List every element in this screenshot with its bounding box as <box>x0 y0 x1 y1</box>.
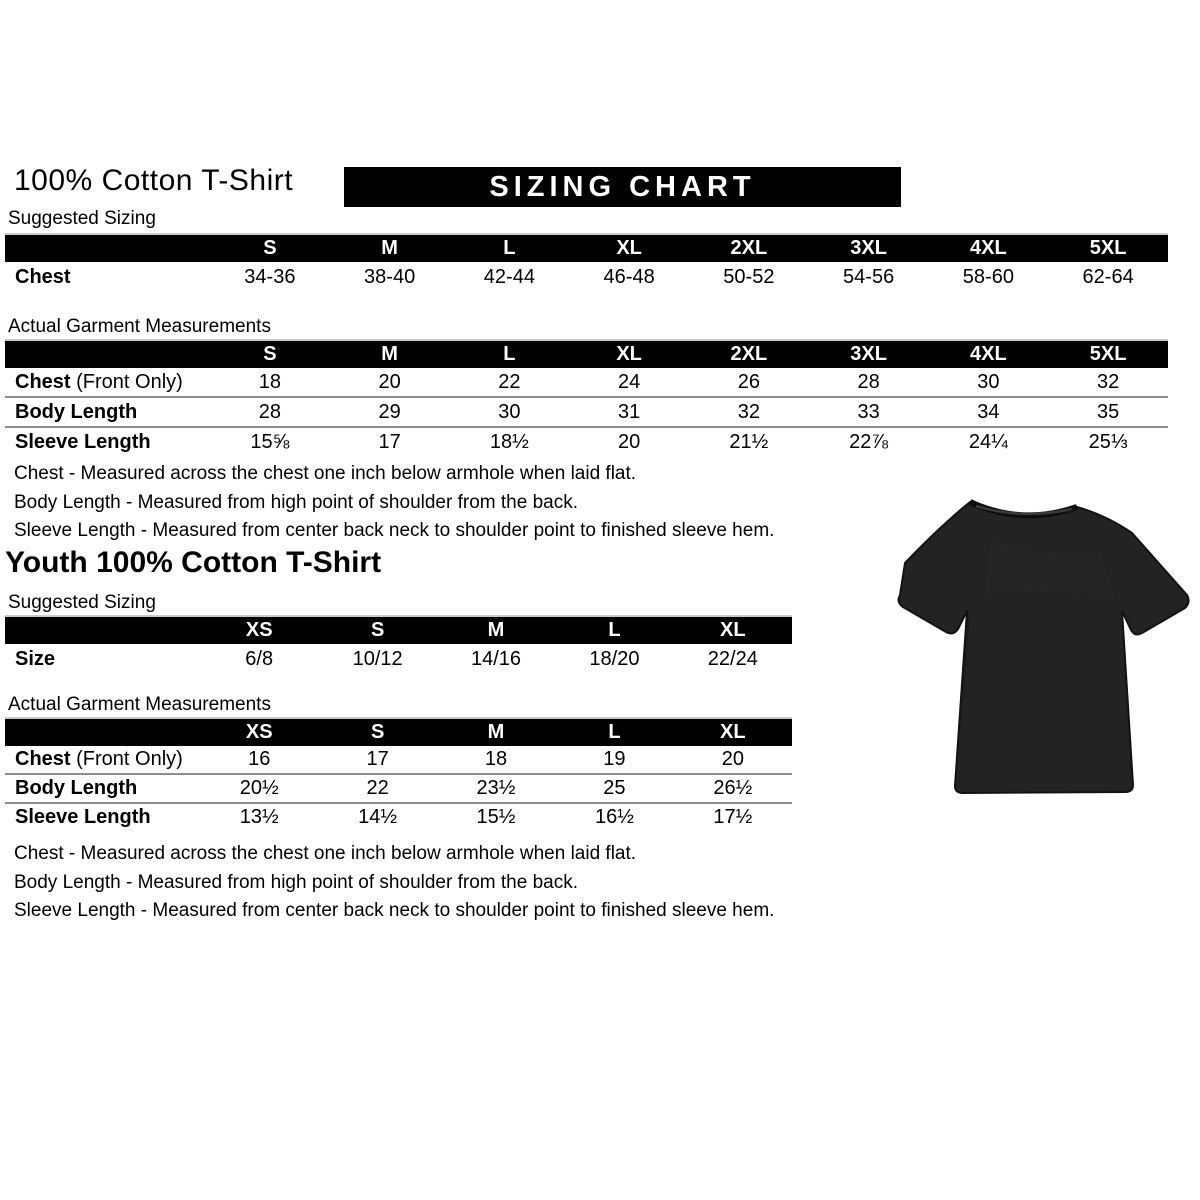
measurement-value: 20 <box>618 430 641 453</box>
size-column-header: S <box>370 721 385 743</box>
measurement-value: 28 <box>258 400 281 423</box>
table-row <box>5 746 792 773</box>
measurement-value: 35 <box>1097 400 1120 423</box>
note-body-length: Body Length - Measured from high point of shoulder from the back. <box>14 491 578 513</box>
tshirt-product-image <box>890 480 1190 820</box>
measurement-value: 20½ <box>239 777 279 799</box>
measurement-value: 16½ <box>594 806 634 828</box>
note-sleeve-length: Sleeve Length - Measured from center back neck to shoulder point to finished sleeve hem. <box>14 520 775 541</box>
youth-actual-measurements-table <box>5 717 792 831</box>
measurement-value: 54-56 <box>843 266 895 288</box>
table-row <box>5 368 1168 396</box>
sizing-chart-banner: SIZING CHART <box>344 167 901 207</box>
measurement-value: 25⅓ <box>1088 430 1128 453</box>
measurement-value: 34 <box>977 400 1000 423</box>
measurement-value: 23½ <box>476 777 516 799</box>
measurement-value: 18 <box>484 748 508 770</box>
size-column-header: 2XL <box>730 343 768 365</box>
measurement-value: 18 <box>258 370 281 393</box>
row-label: Sleeve Length <box>15 806 151 828</box>
measurement-value: 15½ <box>476 806 516 828</box>
size-column-header: L <box>503 237 516 259</box>
table-header-row <box>5 719 792 746</box>
youth-section-title: Youth 100% Cotton T-Shirt <box>5 546 382 579</box>
size-column-header: XS <box>245 721 273 743</box>
measurement-value: 22/24 <box>707 647 758 670</box>
size-column-header: M <box>381 237 398 259</box>
measurement-value: 18/20 <box>589 647 640 670</box>
measurement-value: 20 <box>721 748 744 770</box>
size-column-header: M <box>381 343 398 365</box>
size-column-header: 2XL <box>730 237 768 259</box>
note-sleeve-length: Sleeve Length - Measured from center back neck to shoulder point to finished sleeve hem. <box>14 900 775 921</box>
measurement-value: 20 <box>378 370 401 393</box>
measurement-value: 30 <box>977 370 1000 393</box>
row-label: Sleeve Length <box>15 430 151 453</box>
size-column-header: XL <box>616 237 642 259</box>
size-column-header: S <box>263 343 277 365</box>
row-label: Chest <box>15 266 71 288</box>
measurement-value: 14/16 <box>470 647 522 670</box>
adult-actual-measurements-table <box>5 339 1168 456</box>
note-chest: Chest - Measured across the chest one inch below armhole when laid flat. <box>14 463 637 484</box>
size-column-header: L <box>608 619 621 641</box>
measurement-value: 25 <box>603 777 626 799</box>
note-chest: Chest - Measured across the chest one inch below armhole when laid flat. <box>14 843 637 864</box>
size-column-header: XL <box>720 619 746 641</box>
youth-suggested-sizing-label: Suggested Sizing <box>8 592 156 613</box>
note-body-length: Body Length - Measured from high point of shoulder from the back. <box>14 871 578 893</box>
measurement-value: 22⅞ <box>849 430 889 453</box>
measurement-value: 31 <box>618 400 641 423</box>
measurement-value: 28 <box>857 370 880 393</box>
youth-measurement-notes <box>14 840 774 926</box>
row-label: Size <box>15 647 56 670</box>
measurement-value: 19 <box>603 748 626 770</box>
size-column-header: 5XL <box>1089 237 1127 259</box>
size-column-header: S <box>370 619 385 641</box>
size-column-header: XL <box>720 721 746 743</box>
measurement-value: 34-36 <box>244 266 296 288</box>
size-column-header: M <box>487 721 505 743</box>
measurement-value: 22 <box>498 370 521 393</box>
measurement-value: 10/12 <box>352 647 403 670</box>
size-column-header: XS <box>245 619 273 641</box>
table-header-row <box>5 235 1168 262</box>
youth-suggested-sizing-table <box>5 615 792 674</box>
measurement-value: 62-64 <box>1082 266 1134 288</box>
size-column-header: XL <box>616 343 642 365</box>
table-header-row <box>5 341 1168 368</box>
size-column-header: 4XL <box>970 343 1007 365</box>
adult-section-title: 100% Cotton T-Shirt <box>14 164 294 197</box>
row-label: Body Length <box>15 777 138 799</box>
table-row <box>5 396 1168 426</box>
measurement-value: 58-60 <box>962 266 1014 288</box>
table-row <box>5 802 792 831</box>
adult-measurement-notes <box>14 460 774 546</box>
size-column-header: L <box>608 721 621 743</box>
measurement-value: 32 <box>737 400 760 423</box>
size-column-header: S <box>263 237 277 259</box>
table-row <box>5 644 792 674</box>
measurement-value: 6/8 <box>245 647 274 670</box>
measurement-value: 21½ <box>729 430 769 453</box>
measurement-value: 26½ <box>713 777 753 799</box>
measurement-value: 17 <box>378 430 401 453</box>
measurement-value: 46-48 <box>603 266 655 288</box>
adult-suggested-sizing-table <box>5 233 1168 293</box>
measurement-value: 18½ <box>489 430 529 453</box>
row-label: Chest (Front Only) <box>15 748 183 770</box>
measurement-value: 33 <box>857 400 880 423</box>
measurement-value: 15⅝ <box>250 430 290 453</box>
measurement-value: 50-52 <box>723 266 775 288</box>
black-tshirt-icon <box>890 480 1190 820</box>
row-label: Chest (Front Only) <box>15 370 183 393</box>
measurement-value: 24 <box>618 370 641 393</box>
size-column-header: M <box>487 619 505 641</box>
size-column-header: 5XL <box>1089 343 1127 365</box>
adult-actual-measurements-label: Actual Garment Measurements <box>8 316 271 337</box>
table-row <box>5 773 792 802</box>
measurement-value: 32 <box>1097 370 1120 393</box>
measurement-value: 13½ <box>239 806 279 828</box>
table-row <box>5 262 1168 293</box>
table-row <box>5 426 1168 456</box>
measurement-value: 22 <box>366 777 389 799</box>
measurement-value: 14½ <box>358 806 398 828</box>
measurement-value: 24¼ <box>968 430 1008 453</box>
measurement-value: 17½ <box>713 806 753 828</box>
row-label: Body Length <box>15 400 138 423</box>
adult-suggested-sizing-label: Suggested Sizing <box>8 208 156 229</box>
measurement-value: 38-40 <box>364 266 416 288</box>
measurement-value: 16 <box>248 748 271 770</box>
measurement-value: 17 <box>366 748 389 770</box>
size-column-header: L <box>503 343 516 365</box>
youth-actual-measurements-label: Actual Garment Measurements <box>8 694 271 715</box>
measurement-value: 30 <box>498 400 521 423</box>
measurement-value: 29 <box>378 400 401 423</box>
size-column-header: 3XL <box>850 343 887 365</box>
measurement-value: 42-44 <box>483 266 535 288</box>
size-column-header: 4XL <box>970 237 1007 259</box>
table-header-row <box>5 617 792 644</box>
size-column-header: 3XL <box>850 237 887 259</box>
measurement-value: 26 <box>737 370 760 393</box>
